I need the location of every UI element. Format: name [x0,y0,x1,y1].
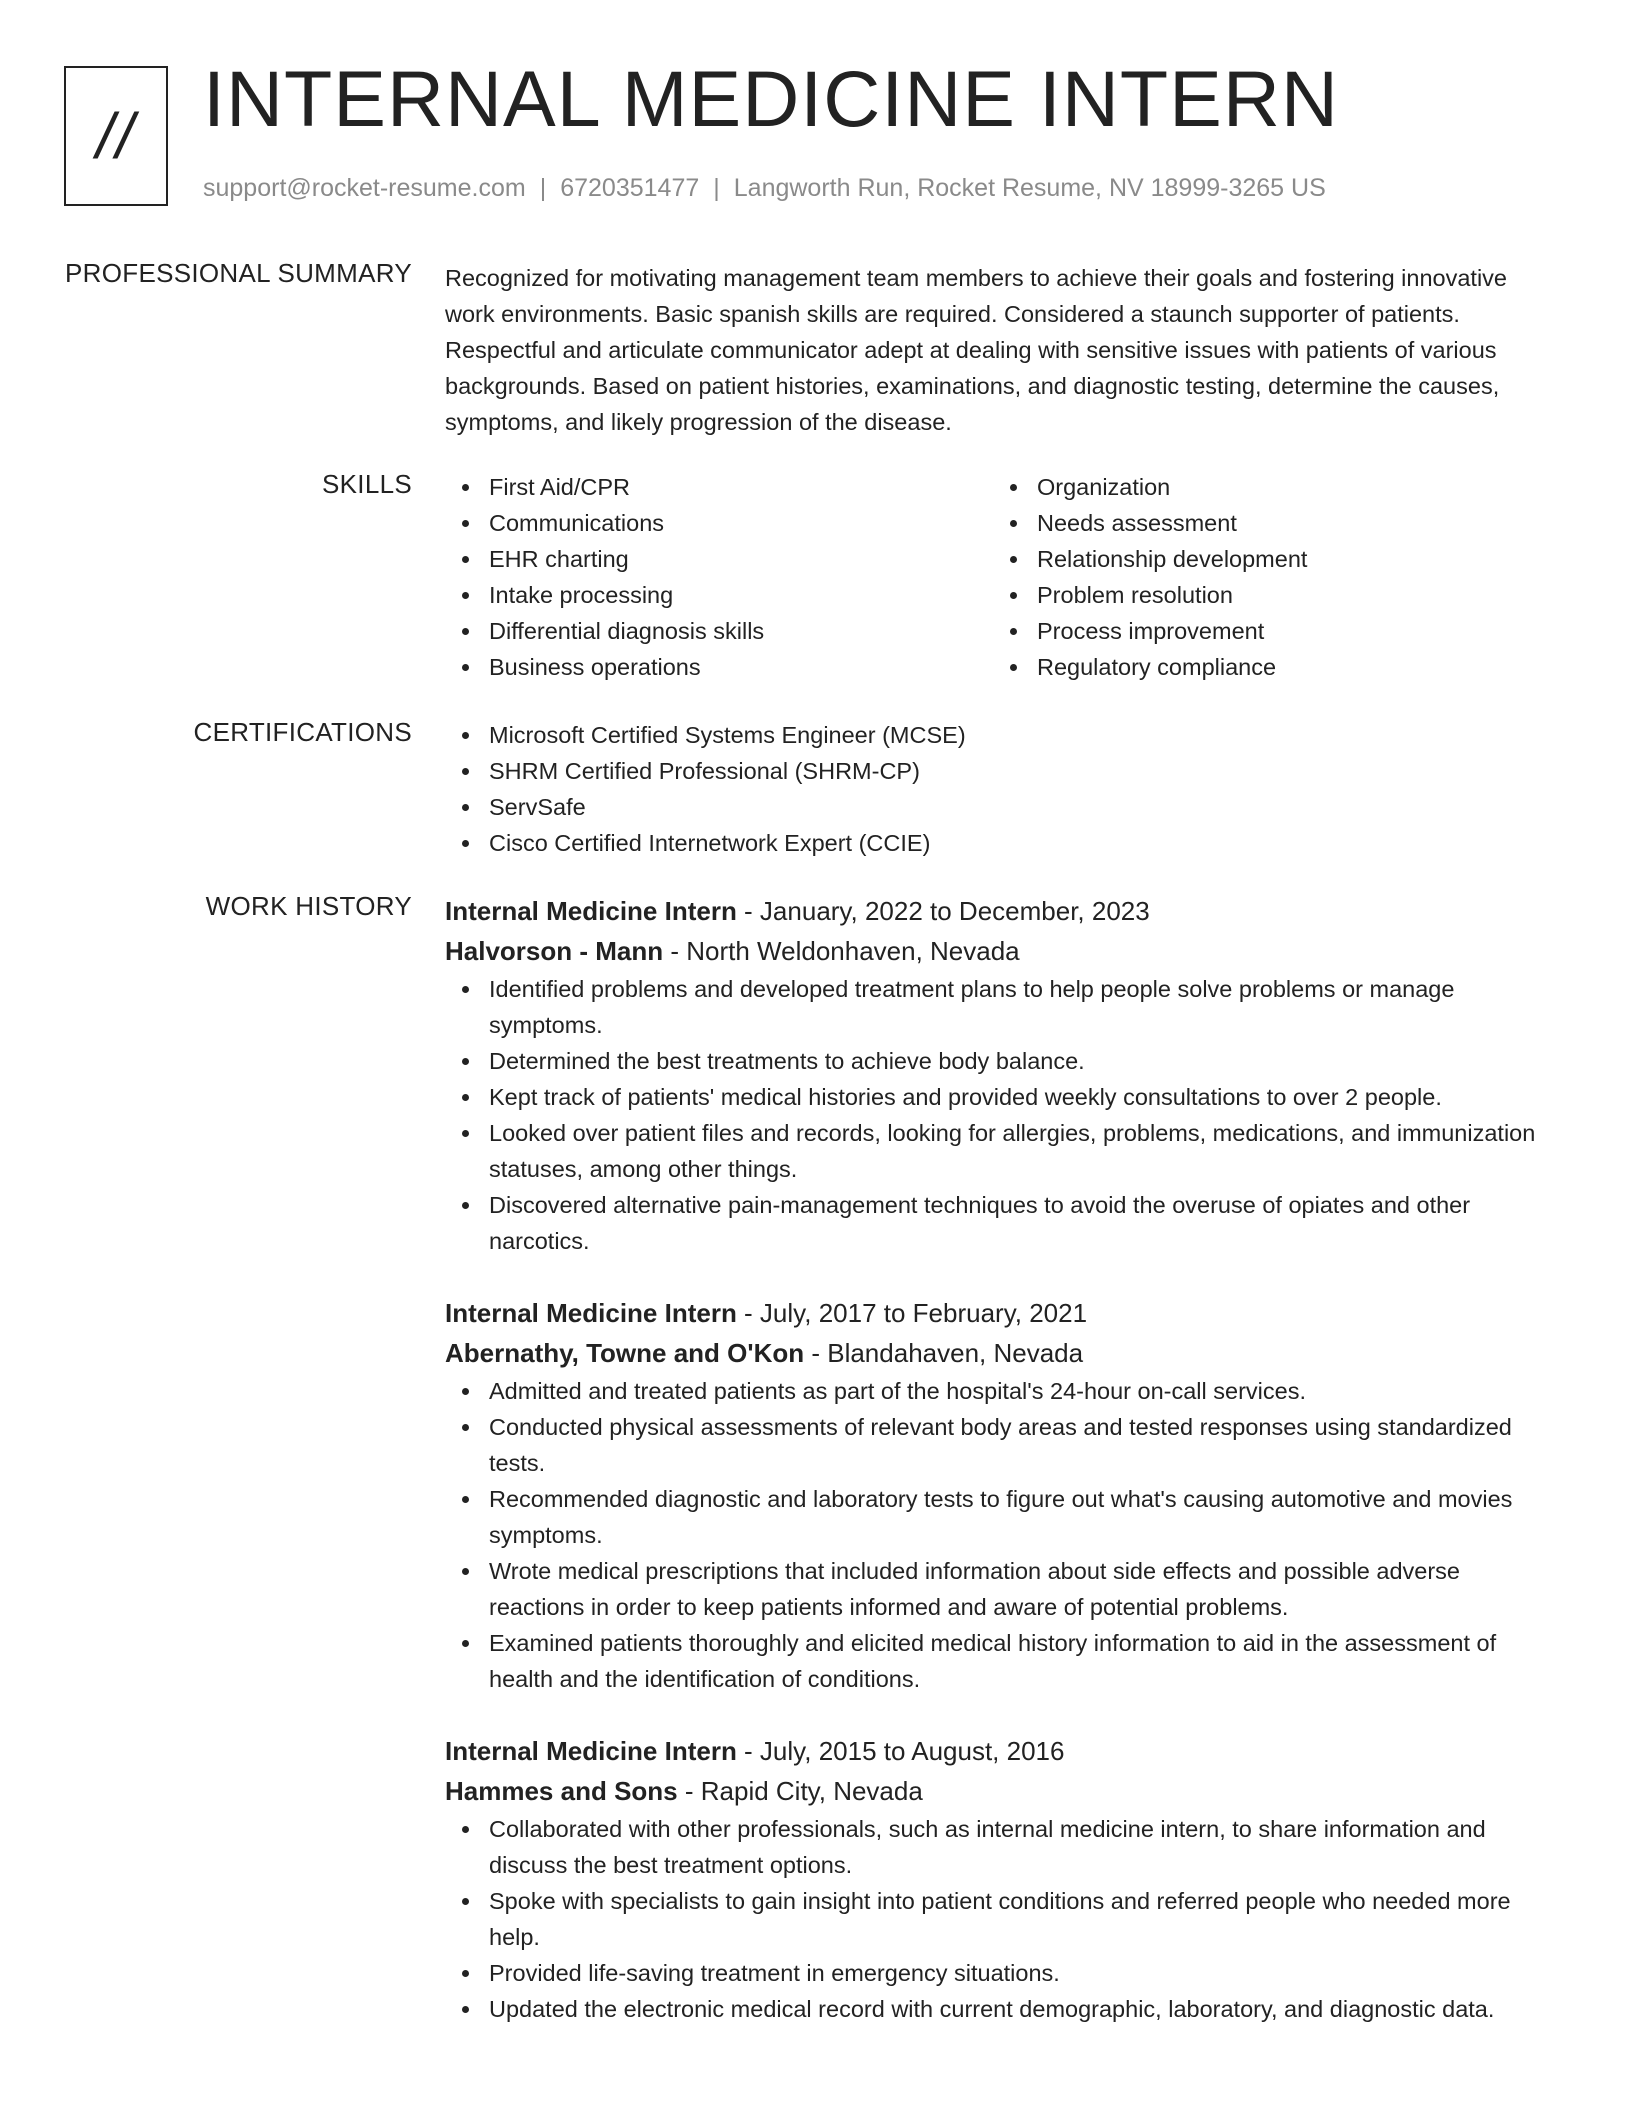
section-label-skills: SKILLS [322,469,412,499]
job-bullet: Looked over patient files and records, looking for allergies, problems, medications, and immunization statuses, among other things. [445,1115,1560,1187]
certifications-body [445,717,1560,861]
certifications-list [445,717,1560,861]
skill-item: Relationship development [993,541,1541,577]
job-title-line [445,1731,1560,1771]
job-bullet: Kept track of patients' medical histories and provided weekly consultations to over 2 people. [445,1079,1560,1115]
job-bullet: Wrote medical prescriptions that included information about side effects and possible adverse reactions in order to keep patients informed and aware of potential problems. [445,1553,1560,1625]
job-title: Internal Medicine Intern [445,1736,737,1766]
job-company-line [445,931,1560,971]
skill-item: Differential diagnosis skills [445,613,993,649]
section-label-work-history: WORK HISTORY [205,891,412,921]
certification-item: Cisco Certified Internetwork Expert (CCIE) [445,825,1560,861]
resume-title: INTERNAL MEDICINE INTERN [203,54,1339,143]
job-bullet-list [445,1373,1560,1697]
job-company: Abernathy, Towne and O'Kon [445,1338,805,1368]
certification-item: Microsoft Certified Systems Engineer (MCSE) [445,717,1560,753]
skills-list-right [993,469,1541,685]
summary-body [445,258,1560,440]
work-history-body [445,891,1560,2061]
job-bullet: Determined the best treatments to achieve body balance. [445,1043,1560,1079]
job-bullet-list [445,1811,1560,2027]
job-entry [445,891,1560,1259]
certification-item: SHRM Certified Professional (SHRM-CP) [445,753,1560,789]
contact-line [203,174,1326,203]
job-bullet-list [445,971,1560,1259]
job-title-line [445,1293,1560,1333]
job-bullet: Examined patients thoroughly and elicited medical history information to aid in the assessment of health and the identification of conditions. [445,1625,1560,1697]
certification-item: ServSafe [445,789,1560,825]
job-title: Internal Medicine Intern [445,1298,737,1328]
summary-text: Recognized for motivating management team members to achieve their goals and fostering innovative work environments. Basic spanish skills are required. Considered a staunch supporter of patients. Respectful and articulate communicator adept at dealing with sensitive issues with patients of various backgrounds. Based on patient histories, examinations, and diagnostic testing, determine the causes, symptoms, and likely progression of the disease. [445,265,1507,435]
skills-grid [445,469,1560,685]
monogram-text: // [96,100,136,172]
skill-item: Problem resolution [993,577,1541,613]
contact-phone[interactable]: 6720351477 [560,174,700,202]
job-bullet: Identified problems and developed treatment plans to help people solve problems or manage symptoms. [445,971,1560,1043]
job-bullet: Collaborated with other professionals, such as internal medicine intern, to share information and discuss the best treatment options. [445,1811,1560,1883]
job-title-line [445,891,1560,931]
contact-separator: | [713,174,720,202]
section-label-summary: PROFESSIONAL SUMMARY [65,258,412,288]
skills-body [445,469,1560,685]
skill-item: EHR charting [445,541,993,577]
contact-address: Langworth Run, Rocket Resume, NV 18999-3265 US [733,174,1326,202]
job-location: - Rapid City, Nevada [677,1776,923,1806]
job-company-line [445,1333,1560,1373]
job-company: Hammes and Sons [445,1776,678,1806]
job-company-line [445,1771,1560,1811]
skill-item: First Aid/CPR [445,469,993,505]
job-dates: - July, 2015 to August, 2016 [736,1736,1065,1766]
skill-item: Organization [993,469,1541,505]
job-bullet: Recommended diagnostic and laboratory tests to figure out what's causing automotive and movies symptoms. [445,1481,1560,1553]
job-entry [445,1731,1560,2027]
contact-email[interactable]: support@rocket-resume.com [203,174,526,202]
job-bullet: Admitted and treated patients as part of the hospital's 24-hour on-call services. [445,1373,1560,1409]
skill-item: Regulatory compliance [993,649,1541,685]
job-bullet: Provided life-saving treatment in emergency situations. [445,1955,1560,1991]
skill-item: Intake processing [445,577,993,613]
job-location: - North Weldonhaven, Nevada [663,936,1020,966]
contact-separator: | [539,174,547,202]
section-label-certifications: CERTIFICATIONS [193,717,412,747]
job-dates: - July, 2017 to February, 2021 [736,1298,1088,1328]
job-bullet: Conducted physical assessments of relevant body areas and tested responses using standardized tests. [445,1409,1560,1481]
skill-item: Process improvement [993,613,1541,649]
skills-list-left [445,469,993,685]
job-location: - Blandahaven, Nevada [804,1338,1084,1368]
skill-item: Needs assessment [993,505,1541,541]
job-entry [445,1293,1560,1697]
skill-item: Communications [445,505,993,541]
job-bullet: Updated the electronic medical record with current demographic, laboratory, and diagnostic data. [445,1991,1560,2027]
job-bullet: Discovered alternative pain-management techniques to avoid the overuse of opiates and other narcotics. [445,1187,1560,1259]
monogram-logo [64,66,168,206]
job-dates: - January, 2022 to December, 2023 [736,896,1150,926]
skill-item: Business operations [445,649,993,685]
job-bullet: Spoke with specialists to gain insight into patient conditions and referred people who needed more help. [445,1883,1560,1955]
job-company: Halvorson - Mann [445,936,664,966]
job-title: Internal Medicine Intern [445,896,737,926]
